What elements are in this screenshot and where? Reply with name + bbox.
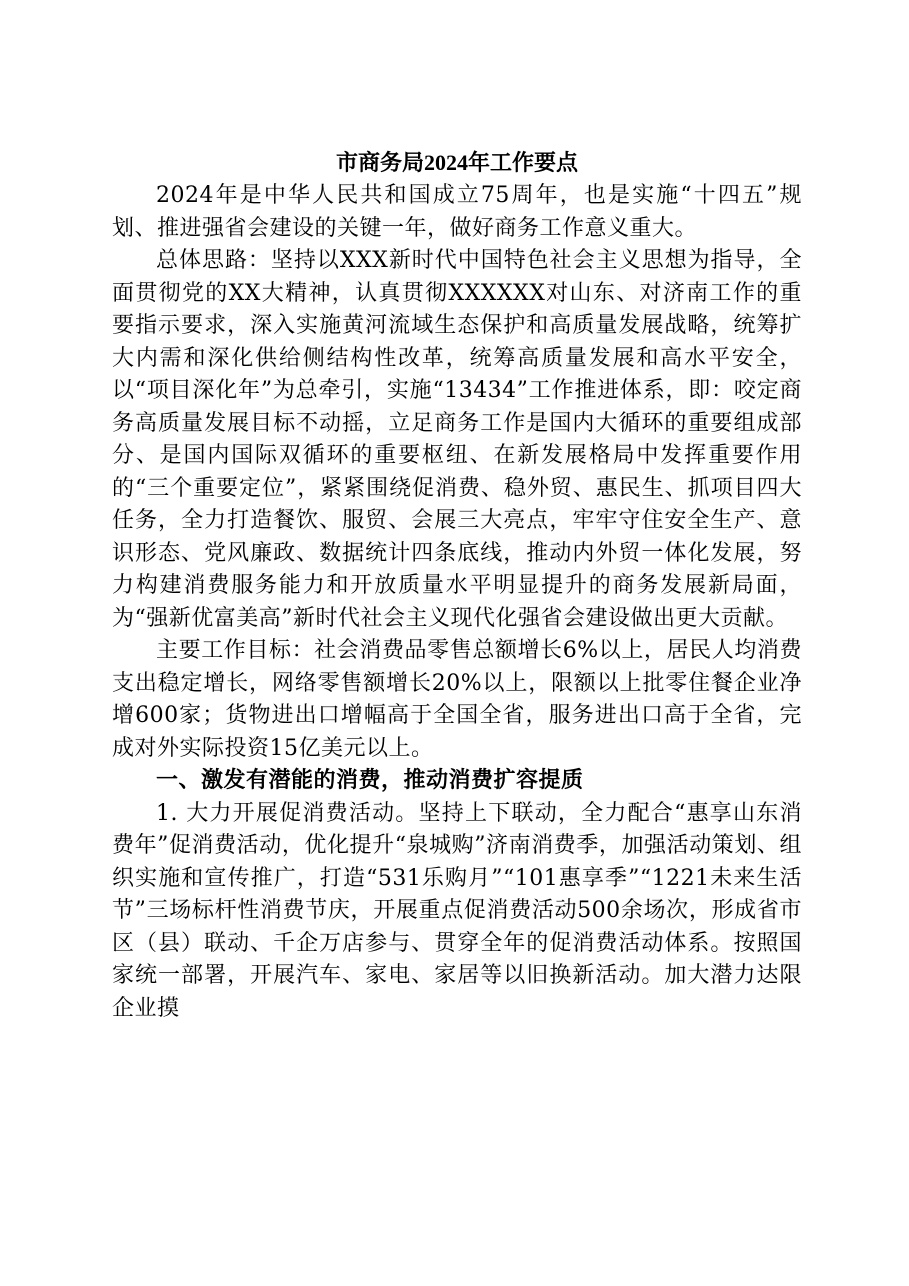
- main-goals-paragraph: 主要工作目标：社会消费品零售总额增长6%以上，居民人均消费支出稳定增长，网络零售额增长20%以上，限额以上批零住餐企业净增600家；货物进出口增幅高于全国全省，服务进出口高于全省，完成对外实际投资15亿美元以上。: [112, 638, 802, 761]
- document-body: [112, 148, 802, 1025]
- intro-paragraph: 2024年是中华人民共和国成立75周年，也是实施“十四五”规划、推进强省会建设的关键一年，做好商务工作意义重大。: [112, 183, 802, 241]
- overall-approach-paragraph: 总体思路：坚持以XXX新时代中国特色社会主义思想为指导，全面贯彻党的XX大精神，认真贯彻XXXXXX对山东、对济南工作的重要指示要求，深入实施黄河流域生态保护和高质量发展战略，统筹扩大内需和深化供给侧结构性改革，统筹高质量发展和高水平安全，以“项目深化年”为总牵引，实施“13434”工作推进体系，即：咬定商务高质量发展目标不动摇，立足商务工作是国内大循环的重要组成部分、是国内国际双循环的重要枢纽、在新发展格局中发挥重要作用的“三个重要定位”，紧紧围绕促消费、稳外贸、惠民生、抓项目四大任务，全力打造餐饮、服贸、会展三大亮点，牢牢守住安全生产、意识形态、党风廉政、数据统计四条底线，推动内外贸一体化发展，努力构建消费服务能力和开放质量水平明显提升的商务发展新局面，为“强新优富美高”新时代社会主义现代化强省会建设做出更大贡献。: [112, 248, 802, 631]
- document-title: 市商务局2024年工作要点: [335, 150, 578, 175]
- item-1-paragraph: 1. 大力开展促消费活动。坚持上下联动，全力配合“惠享山东消费年”促消费活动，优化提升“泉城购”济南消费季，加强活动策划、组织实施和宣传推广，打造“531乐购月”“101惠享季”“1221未来生活节”三场标杆性消费节庆，开展重点促消费活动500余场次，形成省市区（县）联动、千企万店参与、贯穿全年的促消费活动体系。按照国家统一部署，开展汽车、家电、家居等以旧换新活动。加大潜力达限企业摸: [112, 800, 802, 1021]
- section-heading-1: 一、激发有潜能的消费，推动消费扩容提质: [156, 768, 584, 793]
